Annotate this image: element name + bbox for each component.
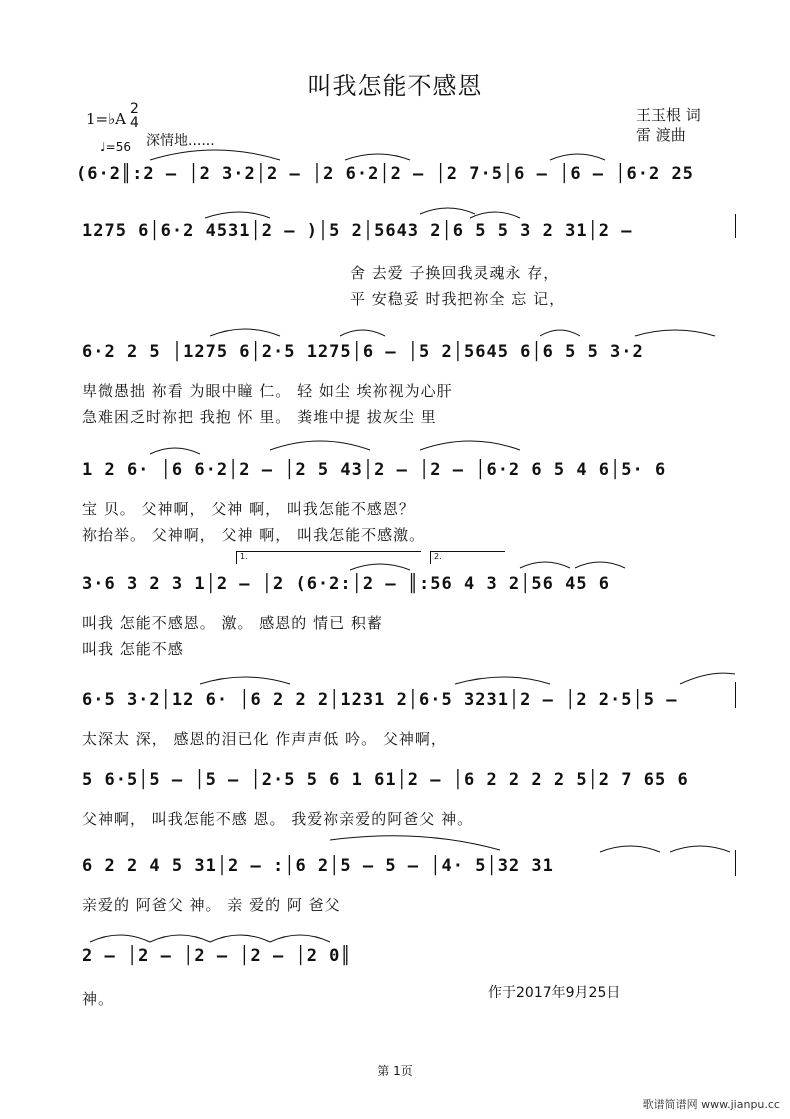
line-end-bar (735, 682, 736, 708)
lyric-line-3a: 卑微愚拙 祢看 为眼中瞳 仁。 轻 如尘 埃祢视为心肝 (82, 382, 453, 400)
music-line-9: 2 – │2 – │2 – │2 – │2 0║ (82, 946, 352, 966)
lyric-line-4a: 宝 贝。 父神啊， 父神 啊， 叫我怎能不感恩？ (82, 500, 415, 518)
time-sig-top: 2 (130, 101, 139, 117)
lyric-line-2b: 平 安稳妥 时我把祢全 忘 记， (350, 290, 566, 308)
composer-credit: 雷 渡曲 (636, 126, 686, 144)
watermark: 歌谱简谱网 www.jianpu.cc (642, 1098, 780, 1111)
lyric-line-3b: 急难困乏时祢把 我抱 怀 里。 粪堆中提 拔灰尘 里 (82, 408, 437, 426)
music-line-7: 5 6·5│5 – │5 – │2·5 5 6 1 61│2 – │6 2 2 2 2 5│2 7 65 6 (82, 770, 689, 790)
lyric-line-6: 太深太 深， 感恩的泪已化 作声声低 吟。 父神啊， (82, 730, 447, 748)
expression-marking: 深情地...... (146, 133, 215, 149)
line-end-bar (735, 214, 736, 238)
key-signature: 1=♭A (86, 110, 127, 128)
lyric-line-9: 神。 (82, 990, 115, 1008)
composition-date: 作于2017年9月25日 (488, 985, 621, 1001)
page-number: 第 1页 (377, 1064, 413, 1078)
music-line-2: 1275 6│6·2 4531│2 – )│5 2│5643 2│6 5 5 3 2 31│2 – (82, 221, 633, 241)
music-line-3: 6·2 2 5 │1275 6│2·5 1275│6 – │5 2│5645 6│6 5 5 3·2 (82, 342, 644, 362)
music-line-1: (6·2║:2 – │2 3·2│2 – │2 6·2│2 – │2 7·5│6 – │6 – │6·2 25 (76, 164, 694, 184)
lyric-line-5a: 叫我 怎能不感恩。 激。 感恩的 情已 积蓄 (82, 614, 383, 632)
first-ending-label: 1. (240, 552, 248, 561)
music-line-4: 1 2 6· │6 6·2│2 – │2 5 43│2 – │2 – │6·2 6 5 4 6│5· 6 (82, 460, 667, 480)
lyric-line-5b: 叫我 怎能不感 (82, 640, 184, 658)
lyric-line-2a: 舍 去爱 子换回我灵魂永 存， (350, 264, 560, 282)
second-ending-label: 2. (434, 552, 442, 561)
lyric-line-7: 父神啊， 叫我怎能不感 恩。 我爱祢亲爱的阿爸父 神。 (82, 810, 474, 828)
lyric-line-4b: 祢抬举。 父神啊， 父神 啊， 叫我怎能不感激。 (82, 526, 426, 544)
time-sig-bottom: 4 (130, 115, 139, 131)
lyric-line-8: 亲爱的 阿爸父 神。 亲 爱的 阿 爸父 (82, 896, 341, 914)
tempo-marking: ♩=56 (100, 140, 131, 154)
lyricist-credit: 王玉根 词 (636, 106, 701, 124)
line-end-bar (735, 850, 736, 876)
music-line-8: 6 2 2 4 5 31│2 – :│6 2│5 – 5 – │4· 5│32 31 (82, 856, 554, 876)
music-line-6: 6·5 3·2│12 6· │6 2 2 2│1231 2│6·5 3231│2 – │2 2·5│5 – (82, 690, 678, 710)
music-line-5: 3·6 3 2 3 1│2 – │2 (6·2:│2 – ║:56 4 3 2│56 45 6 (82, 574, 611, 594)
song-title: 叫我怎能不感恩 (307, 72, 483, 100)
